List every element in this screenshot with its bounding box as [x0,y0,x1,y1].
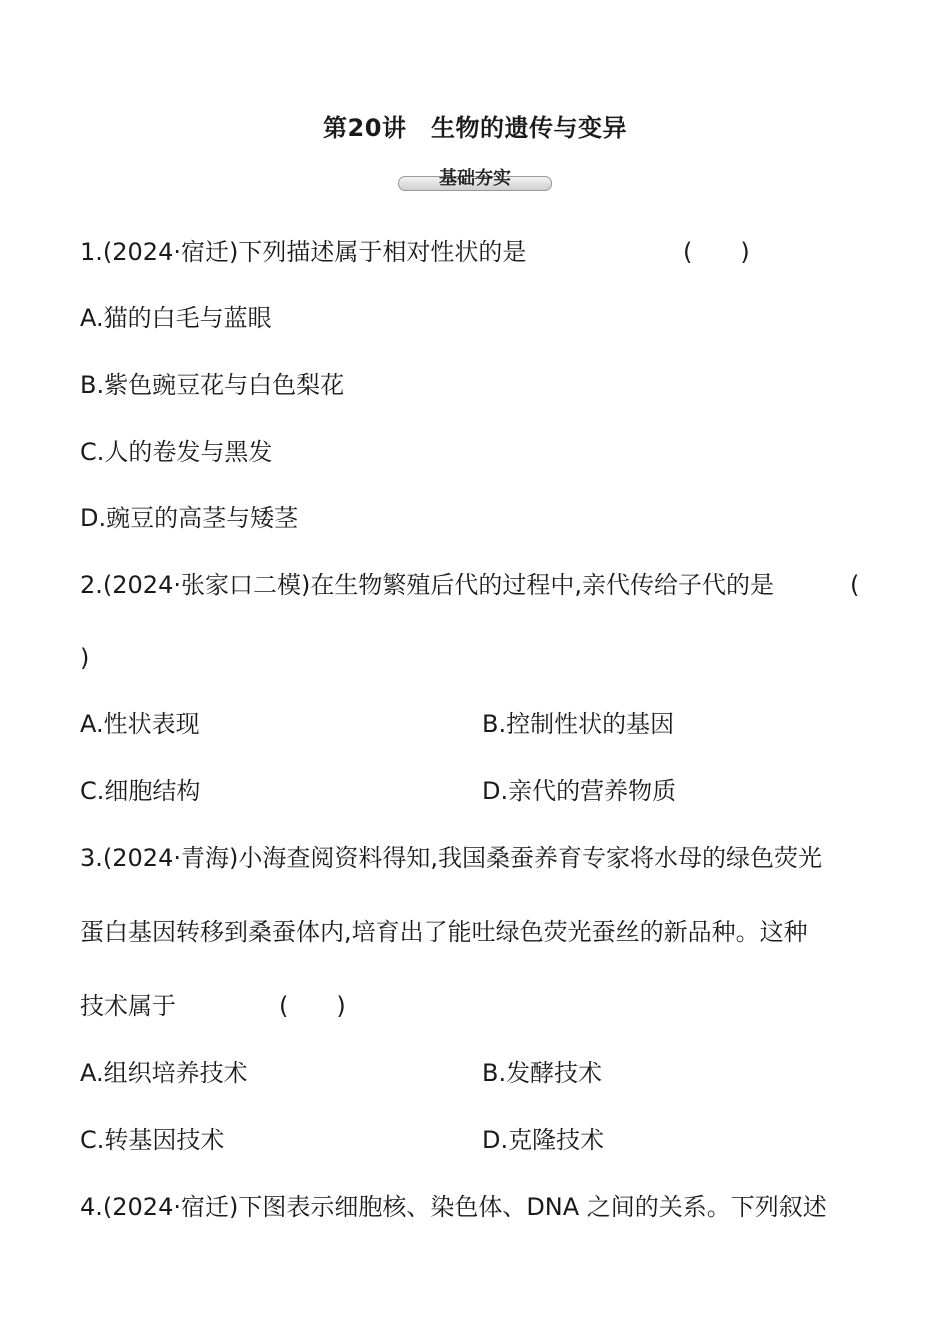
q4-stem-line1: 4.(2024·宿迁)下图表示细胞核、染色体、DNA 之间的关系。下列叙述 [80,1193,827,1221]
q3-option-a: A.组织培养技术 [80,1059,248,1087]
q3-stem-line1: 3.(2024·青海)小海查阅资料得知,我国桑蚕养育专家将水母的绿色荧光 [80,844,822,872]
q2-option-d: D.亲代的营养物质 [482,777,677,805]
q2-stem: 2.(2024·张家口二模)在生物繁殖后代的过程中,亲代传给子代的是 [80,571,774,599]
q2-answer-paren-open: ( [850,571,860,599]
q2-option-b: B.控制性状的基因 [482,710,675,738]
q3-option-b: B.发酵技术 [482,1059,603,1087]
section-badge [398,164,552,190]
q1-option-a: A.猫的白毛与蓝眼 [80,304,272,332]
section-badge-label: 基础夯实 [439,168,511,189]
q3-option-d: D.克隆技术 [482,1126,605,1154]
q3-answer-paren: ( ) [279,992,346,1020]
q2-option-c: C.细胞结构 [80,777,201,805]
q1-answer-paren: ( ) [683,238,750,266]
q2-option-a: A.性状表现 [80,710,200,738]
page-title: 第20讲 生物的遗传与变异 [323,114,627,142]
q1-option-c: C.人的卷发与黑发 [80,438,273,466]
q1-stem: 1.(2024·宿迁)下列描述属于相对性状的是 [80,238,527,266]
q2-answer-paren-close: ) [80,644,90,672]
q3-stem-line3: 技术属于 [80,992,176,1020]
q3-option-c: C.转基因技术 [80,1126,225,1154]
q1-option-b: B.紫色豌豆花与白色梨花 [80,371,345,399]
q3-stem-line2: 蛋白基因转移到桑蚕体内,培育出了能吐绿色荧光蚕丝的新品种。这种 [80,918,808,946]
q1-option-d: D.豌豆的高茎与矮茎 [80,504,299,532]
